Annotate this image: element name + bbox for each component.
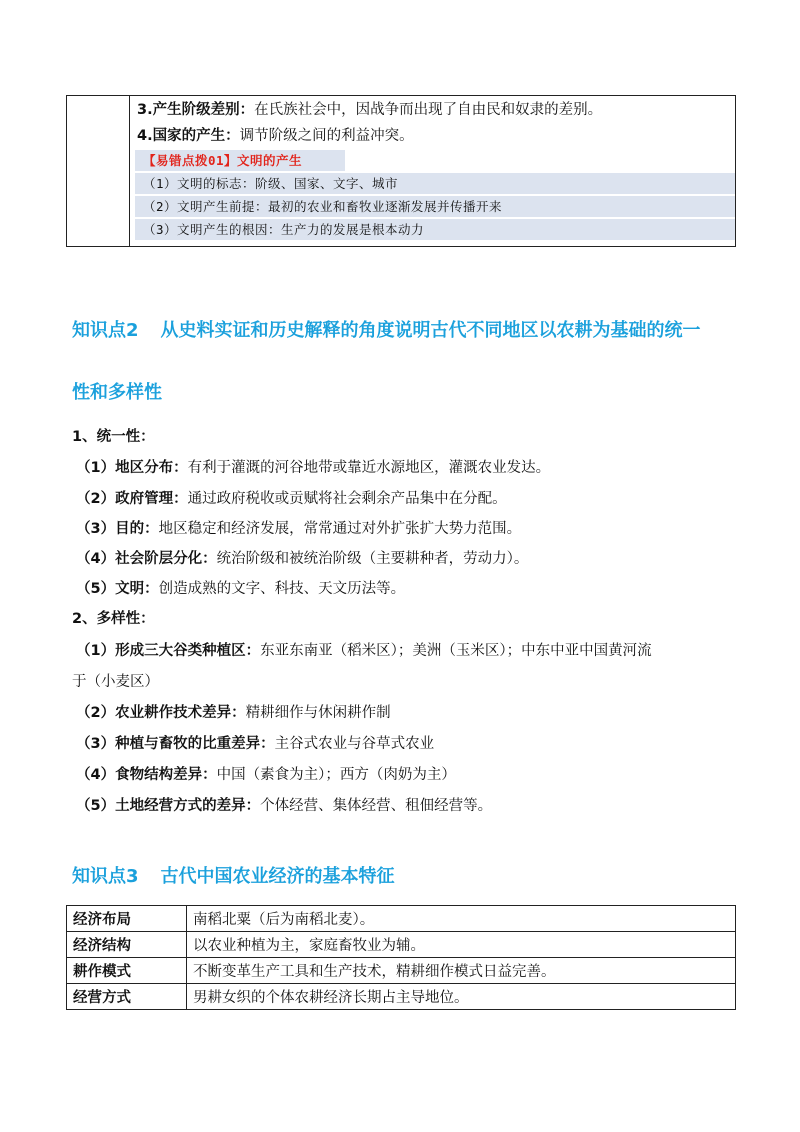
row-text: 在氏族社会中，因战争而出现了自由民和奴隶的差别。 [254,102,603,118]
table-value: 以农业种植为主，家庭畜牧业为辅。 [187,932,736,958]
item-label: （2）农业耕作技术差异： [76,705,246,721]
state-origin-row [137,124,414,145]
item-label: （5）文明： [76,581,159,597]
item-label: （5）土地经营方式的差异： [76,798,261,814]
class-difference-row [137,98,602,119]
item-text: 东亚东南亚（稻米区）；美洲（玉米区）；中东中亚中国黄河流 [260,643,652,659]
table-key: 经济布局 [67,906,187,932]
tip-line: （3）文明产生的根因：生产力的发展是根本动力 [135,219,735,240]
table-key: 耕作模式 [67,958,187,984]
table-value: 男耕女织的个体农耕经济长期占主导地位。 [187,984,736,1010]
error-tip-box [135,150,729,242]
item-text: 通过政府税收或贡赋将社会剩余产品集中在分配。 [187,491,507,507]
kp3-title: 古代中国农业经济的基本特征 [160,866,395,887]
kp2-number: 知识点2 [72,320,139,341]
row-label: 3.产生阶级差别： [137,102,255,118]
diversity-item [76,732,434,753]
kp2-title-line2: 性和多样性 [72,382,162,403]
table-left-cell [67,96,130,246]
item-text: 精耕细作与休闲耕作制 [245,705,391,721]
item-text: 地区稳定和经济发展，常常通过对外扩张扩大势力范围。 [158,521,522,537]
item-text: 创造成熟的文字、科技、天文历法等。 [158,581,406,597]
item-text: 统治阶级和被统治阶级（主要耕种者，劳动力）。 [216,551,529,567]
item-text: 中国（素食为主）；西方（肉奶为主） [216,767,456,783]
diversity-item [76,794,492,815]
table-row [67,906,736,932]
continuation-table [66,95,736,247]
table-value: 不断变革生产工具和生产技术，精耕细作模式日益完善。 [187,958,736,984]
unity-item [76,487,507,508]
unity-item [76,517,521,538]
table-value: 南稻北粟（后为南稻北麦）。 [187,906,736,932]
table-key: 经营方式 [67,984,187,1010]
table-row [67,984,736,1010]
tip-title: 【易错点拨01】文明的产生 [135,150,345,171]
item-text: 有利于灌溉的河谷地带或靠近水源地区，灌溉农业发达。 [187,460,551,476]
diversity-item-cont: 于（小麦区） [72,674,159,690]
item-label: （3）目的： [76,521,159,537]
kp2-title-line1: 从史料实证和历史解释的角度说明古代不同地区以农耕为基础的统一 [160,320,701,341]
item-text: 主谷式农业与谷草式农业 [274,736,435,752]
item-label: （3）种植与畜牧的比重差异： [76,736,275,752]
item-text: 个体经营、集体经营、租佃经营等。 [260,798,493,814]
item-label: （4）食物结构差异： [76,767,217,783]
table-row [67,932,736,958]
unity-item [76,456,550,477]
row-label: 4.国家的产生： [137,128,240,144]
tip-line: （2）文明产生前提：最初的农业和畜牧业逐渐发展并传播开来 [135,196,735,217]
diversity-item [76,639,652,660]
item-label: （1）形成三大谷类种植区： [76,643,261,659]
kp2-heading-cont [72,378,162,404]
kp2-heading [72,316,701,342]
tip-line: （1）文明的标志：阶级、国家、文字、城市 [135,173,735,194]
kp3-heading [72,862,395,888]
unity-item [76,547,528,568]
agri-features-table [66,905,736,1010]
diversity-title: 2、多样性： [72,611,155,627]
row-text: 调节阶级之间的利益冲突。 [239,128,414,144]
unity-title: 1、统一性： [72,429,155,445]
item-label: （1）地区分布： [76,460,188,476]
diversity-item [76,763,456,784]
unity-item [76,577,405,598]
table-row [67,958,736,984]
kp3-number: 知识点3 [72,866,139,887]
table-key: 经济结构 [67,932,187,958]
diversity-item [76,701,391,722]
item-label: （2）政府管理： [76,491,188,507]
table-right-cell [129,96,735,246]
item-label: （4）社会阶层分化： [76,551,217,567]
